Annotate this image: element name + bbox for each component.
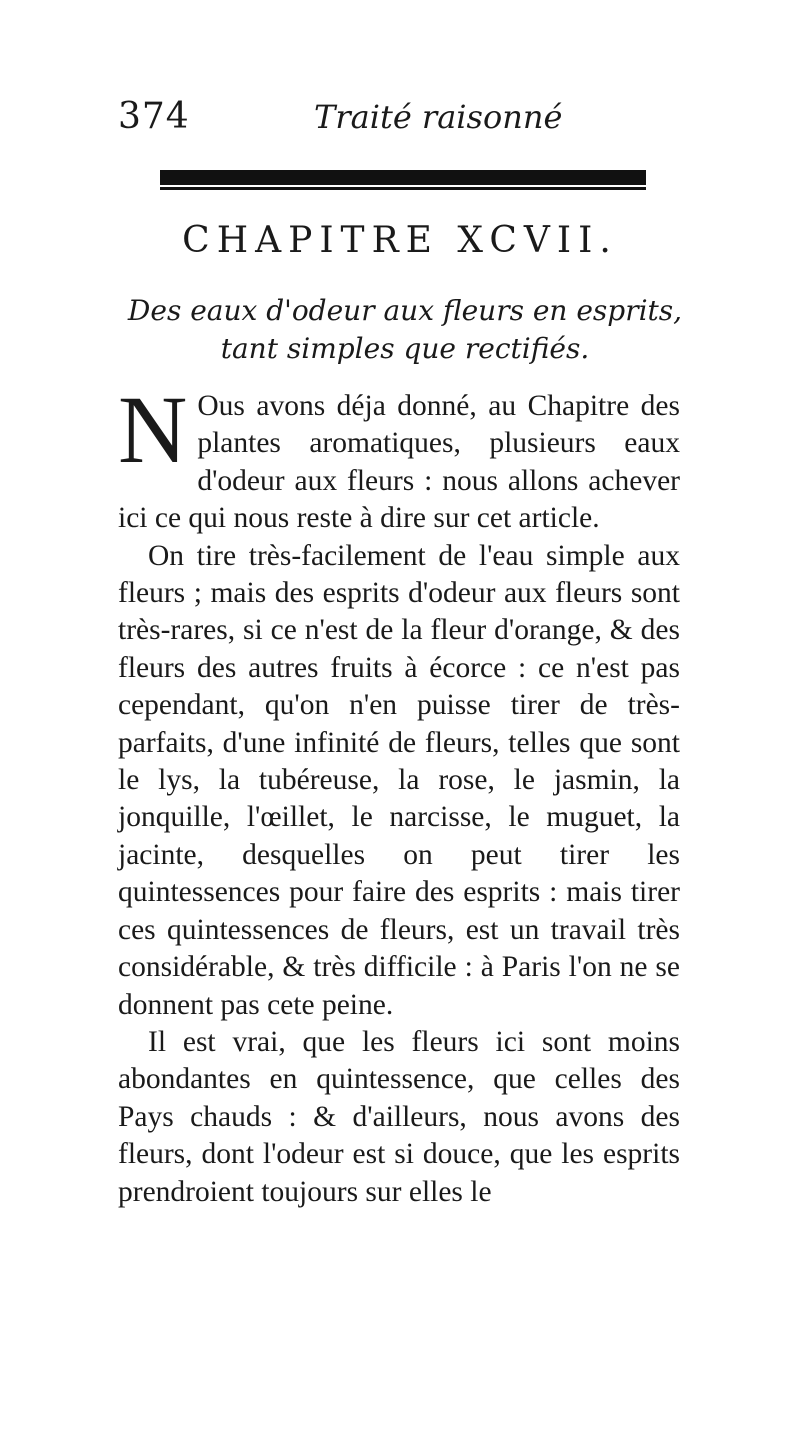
running-title: Traité raisonné: [314, 98, 563, 136]
paragraph-1-text: Ous avons déja donné, au Chapitre des plantes aromatiques, plusieurs eaux d'odeur aux fleurs : nous allons achever ici ce qui nous reste à dire sur cet article.: [118, 390, 680, 535]
decorative-rule: [160, 170, 646, 185]
page-number: 374: [118, 96, 190, 137]
paragraph-3: Il est vrai, que les fleurs ici sont moins abondantes en quintessence, que celles des Pays chauds : & d'ailleurs, nous avons des fleurs, dont l'odeur est si douce, que les esprits prendroient toujours sur elles le: [118, 1025, 680, 1208]
chapter-heading: CHAPITRE XCVII.: [182, 220, 618, 261]
running-head: [118, 96, 678, 146]
body-text: [118, 376, 680, 1211]
paragraph-2: On tire très-facilement de l'eau simple aux fleurs ; mais des esprits d'odeur aux fleurs sont très-rares, si ce n'est de la fleur d'orange, & des fleurs des autres fruits à écorce : ce n'est pas cependant, qu'on n'en puisse tirer de très-parfaits, d'une infinité de fleurs, telles que sont le lys, la tubéreuse, la rose, le jasmin, la jonquille, l'œillet, le narcisse, le muguet, la jacinte, desquelles on peut tirer les quintessences pour faire des esprits : mais tirer ces quintessences de fleurs, est un travail très considérable, & très difficile : à Paris l'on ne se donnent pas cete peine.: [118, 539, 680, 1021]
paragraph-1: [118, 376, 680, 538]
chapter-subtitle: Des eaux d'odeur aux fleurs en esprits, tant simples que rectifiés.: [127, 294, 683, 365]
drop-cap: N: [118, 376, 188, 483]
